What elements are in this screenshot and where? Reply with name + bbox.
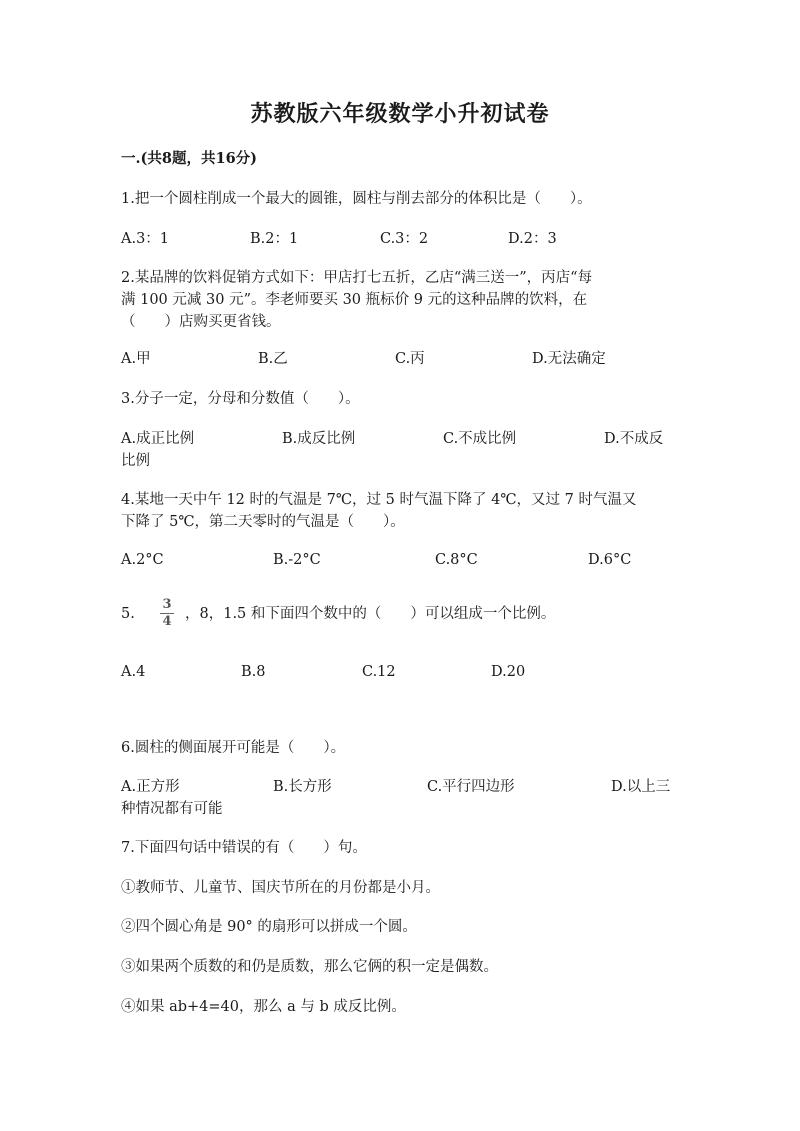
question-5-text: ，8，1.5 和下面四个数中的（ ）可以组成一个比例。 [185,606,556,622]
question-6-text: 6.圆柱的侧面展开可能是（ ）。 [121,740,346,756]
question-6-option-b: B.长方形 [273,779,332,795]
question-4-option-a: A.2°C [121,552,164,568]
question-4-text-line-1: 4.某地一天中午 12 时的气温是 7℃，过 5 时气温下降了 4℃，又过 7 时气温又 [121,492,637,508]
fraction-numerator: 3 [162,597,172,612]
question-2-option-c: C.丙 [395,351,425,367]
question-4-option-b: B.-2°C [273,552,321,568]
question-3-option-a: A.成正比例 [121,431,195,447]
question-2-text-line-2: 满 100 元减 30 元”。李老师要买 30 瓶标价 9 元的这种品牌的饮料，在 [121,292,588,308]
section-header: 一.(共8题，共16分) [121,150,258,167]
question-5-option-d: D.20 [491,664,526,680]
question-6-option-a: A.正方形 [121,779,180,795]
question-2-option-a: A.甲 [121,351,151,367]
question-3-option-d: D.不成反 [604,431,664,447]
question-5-option-a: A.4 [121,664,146,680]
question-2-text-line-1: 2.某品牌的饮料促销方式如下：甲店打七五折，乙店“满三送一”，丙店“每 [121,270,593,286]
question-2-option-b: B.乙 [258,351,288,367]
fraction-denominator: 4 [162,614,172,629]
question-1-option-b: B.2：1 [250,231,299,247]
question-7-statement-2: ②四个圆心角是 90° 的扇形可以拼成一个圆。 [121,919,417,935]
question-7-statement-1: ①教师节、儿童节、国庆节所在的月份都是小月。 [121,880,440,896]
question-2-text-line-3: （ ）店购买更省钱。 [121,314,281,330]
page-title: 苏教版六年级数学小升初试卷 [250,101,550,127]
question-5-number: 5. [121,606,135,622]
fraction-three-quarters [160,598,174,629]
question-4-option-c: C.8°C [435,552,478,568]
question-1-option-a: A.3：1 [121,231,170,247]
question-4-text-line-2: 下降了 5℃，第二天零时的气温是（ ）。 [121,514,405,530]
question-1-option-c: C.3：2 [380,231,429,247]
question-1-option-d: D.2：3 [508,231,557,247]
question-5-option-b: B.8 [241,664,266,680]
question-3-option-b: B.成反比例 [282,431,356,447]
question-7-statement-4: ④如果 ab+4=40，那么 a 与 b 成反比例。 [121,999,406,1015]
question-7-statement-3: ③如果两个质数的和仍是质数，那么它俩的积一定是偶数。 [121,959,498,975]
question-5-option-c: C.12 [362,664,396,680]
question-4-option-d: D.6°C [588,552,632,568]
question-3-option-d-wrap: 比例 [121,453,150,469]
question-3-text: 3.分子一定，分母和分数值（ ）。 [121,391,360,407]
question-6-option-d: D.以上三 [611,779,671,795]
question-6-option-d-wrap: 种情况都有可能 [121,801,223,817]
question-3-option-c: C.不成比例 [443,431,517,447]
question-6-option-c: C.平行四边形 [427,779,515,795]
question-7-text: 7.下面四句话中错误的有（ ）句。 [121,840,367,856]
question-1-text: 1.把一个圆柱削成一个最大的圆锥，圆柱与削去部分的体积比是（ ）。 [121,191,592,207]
question-2-option-d: D.无法确定 [532,351,606,367]
